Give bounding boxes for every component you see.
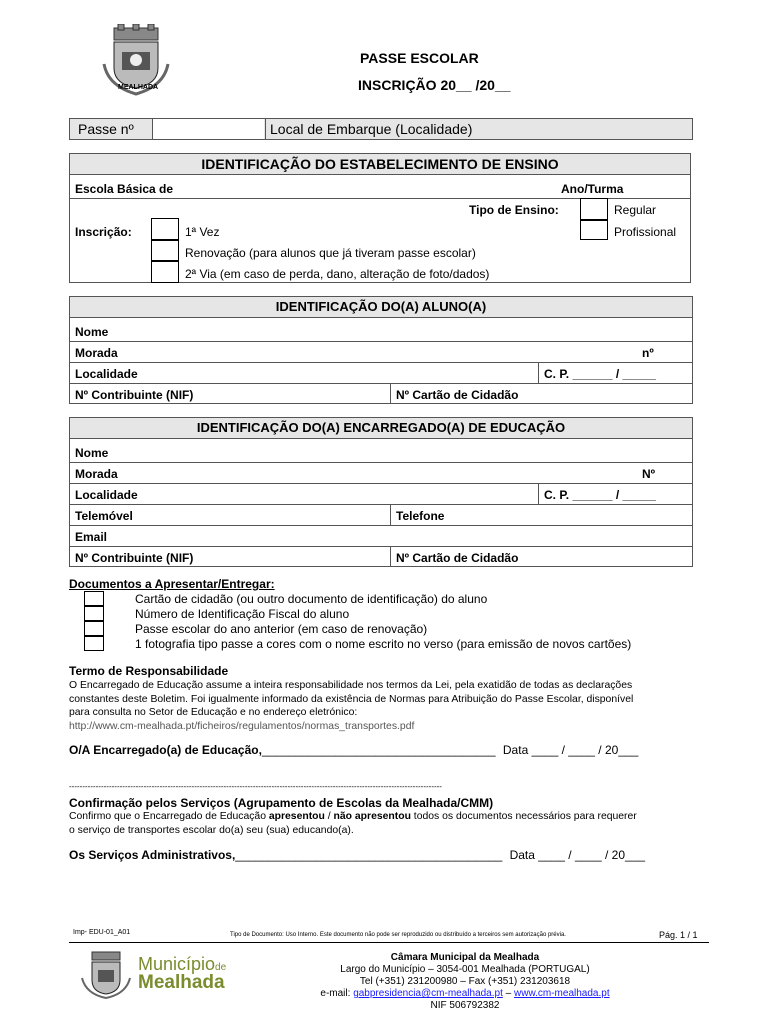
segunda-via-label: 2ª Via (em caso de perda, dano, alteração de foto/dados) bbox=[185, 267, 490, 281]
doc-checkbox-passe[interactable] bbox=[84, 621, 104, 636]
services-signature-line[interactable]: Os Serviços Administrativos,________________________________________ Data ____ / ____ / 20___ bbox=[69, 848, 646, 862]
escola-label: Escola Básica de bbox=[75, 182, 174, 196]
student-cp-label[interactable]: C. P. ______ / _____ bbox=[544, 367, 656, 381]
form-title: PASSE ESCOLAR bbox=[360, 50, 479, 66]
profissional-checkbox[interactable] bbox=[580, 220, 608, 240]
student-numero-label: nº bbox=[642, 346, 654, 360]
guardian-morada-label[interactable]: Morada bbox=[75, 467, 118, 481]
guardian-telefone-label[interactable]: Telefone bbox=[396, 509, 445, 523]
student-nome-label[interactable]: Nome bbox=[75, 325, 109, 339]
guardian-localidade-label[interactable]: Localidade bbox=[75, 488, 138, 502]
doc-item: Cartão de cidadão (ou outro documento de identificação) do aluno bbox=[135, 592, 488, 606]
regular-checkbox[interactable] bbox=[580, 198, 608, 220]
guardian-nif-label[interactable]: Nº Contribuinte (NIF) bbox=[75, 551, 194, 565]
student-localidade-label[interactable]: Localidade bbox=[75, 367, 138, 381]
doc-checkbox-foto[interactable] bbox=[84, 636, 104, 651]
ano-turma-label: Ano/Turma bbox=[561, 182, 624, 196]
termo-text: O Encarregado de Educação assume a inteira responsabilidade nos termos da Lei, pela exatidão de todas as declarações constantes deste Boletim. Foi igualmente informado da existência de Normas para Atribuição do Passe Escolar, disponível para consulta no Setor de Educação e no endereço eletrónico: http://www.cm-mealhada.pt/ficheiros/regulamentos/normas_transportes.pdf bbox=[69, 680, 634, 732]
school-section-heading: IDENTIFICAÇÃO DO ESTABELECIMENTO DE ENSINO bbox=[69, 153, 691, 175]
doc-item: 1 fotografia tipo passe a cores com o nome escrito no verso (para emissão de novos cartões) bbox=[135, 637, 632, 651]
primeira-vez-label: 1ª Vez bbox=[185, 225, 220, 239]
guardian-cartao-label[interactable]: Nº Cartão de Cidadão bbox=[396, 551, 519, 565]
page-number: Pág. 1 / 1 bbox=[659, 930, 698, 940]
student-nif-label[interactable]: Nº Contribuinte (NIF) bbox=[75, 388, 194, 402]
guardian-section-heading: IDENTIFICAÇÃO DO(A) ENCARREGADO(A) DE EDUCAÇÃO bbox=[69, 417, 693, 439]
local-embarque-label: Local de Embarque (Localidade) bbox=[270, 121, 473, 137]
profissional-label: Profissional bbox=[614, 225, 677, 239]
confirm-heading: Confirmação pelos Serviços (Agrupamento de Escolas da Mealhada/CMM) bbox=[69, 796, 494, 810]
guardian-nome-label[interactable]: Nome bbox=[75, 446, 109, 460]
renovacao-checkbox[interactable] bbox=[151, 240, 179, 261]
website-link[interactable]: www.cm-mealhada.pt bbox=[514, 988, 610, 999]
tipo-ensino-label: Tipo de Ensino: bbox=[469, 203, 559, 217]
doc-checkbox-cartao[interactable] bbox=[84, 591, 104, 606]
footer-org: Câmara Municipal da Mealhada bbox=[390, 952, 540, 963]
guardian-numero-label: Nº bbox=[642, 467, 656, 481]
doc-checkbox-nif[interactable] bbox=[84, 606, 104, 621]
segunda-via-checkbox[interactable] bbox=[151, 261, 179, 283]
guardian-cp-label[interactable]: C. P. ______ / _____ bbox=[544, 488, 656, 502]
confirm-text: Confirmo que o Encarregado de Educação apresentou / não apresentou todos os documentos necessários para requerer o serviço de transportes escolar do(a) seu (sua) educando(a). bbox=[69, 811, 637, 836]
documents-heading: Documentos a Apresentar/Entregar: bbox=[69, 577, 275, 591]
termo-heading: Termo de Responsabilidade bbox=[69, 664, 229, 678]
guardian-email-label[interactable]: Email bbox=[75, 530, 108, 544]
renovacao-label: Renovação (para alunos que já tiveram passe escolar) bbox=[185, 246, 476, 260]
passe-number-field[interactable] bbox=[153, 119, 264, 139]
passe-label: Passe nº bbox=[78, 121, 134, 137]
crest-caption: MEALHADA bbox=[118, 84, 159, 91]
primeira-vez-checkbox[interactable] bbox=[151, 218, 179, 240]
document-type-note: Tipo de Documento: Uso Interno. Este documento não pode ser reproduzido ou distribuído a terceiros sem autorização prévia. bbox=[230, 932, 566, 938]
student-cartao-label[interactable]: Nº Cartão de Cidadão bbox=[396, 388, 519, 402]
guardian-telemovel-label[interactable]: Telemóvel bbox=[75, 509, 133, 523]
doc-item: Passe escolar do ano anterior (em caso de renovação) bbox=[135, 622, 428, 636]
regular-label: Regular bbox=[614, 203, 657, 217]
form-code: Imp- EDU-01_A01 bbox=[73, 929, 131, 936]
student-section-heading: IDENTIFICAÇÃO DO(A) ALUNO(A) bbox=[69, 296, 693, 318]
termo-url[interactable]: http://www.cm-mealhada.pt/ficheiros/regulamentos/normas_transportes.pdf bbox=[69, 720, 415, 732]
separator-line: -------------------------------------------------------------------------------------------------------------------------------------------- bbox=[69, 782, 442, 791]
guardian-signature-line[interactable]: O/A Encarregado(a) de Educação,___________________________________ Data ____ / ____ / 20___ bbox=[69, 743, 639, 757]
form-subtitle: INSCRIÇÃO 20__ /20__ bbox=[358, 77, 511, 93]
footer-contact: Câmara Municipal da Mealhada Largo do Município – 3054-001 Mealhada (PORTUGAL) Tel (+351) 231200980 – Fax (+351) 231203618 e-mail: gabpresidencia@cm-mealhada.pt – www.cm-mealhada.pt NIF 506792382 bbox=[300, 952, 630, 1012]
email-link[interactable]: gabpresidencia@cm-mealhada.pt bbox=[353, 988, 503, 999]
municipio-logo: Municípiode Mealhada bbox=[80, 948, 260, 1000]
inscricao-label: Inscrição: bbox=[75, 225, 132, 239]
doc-item: Número de Identificação Fiscal do aluno bbox=[135, 607, 350, 621]
student-morada-label[interactable]: Morada bbox=[75, 346, 118, 360]
